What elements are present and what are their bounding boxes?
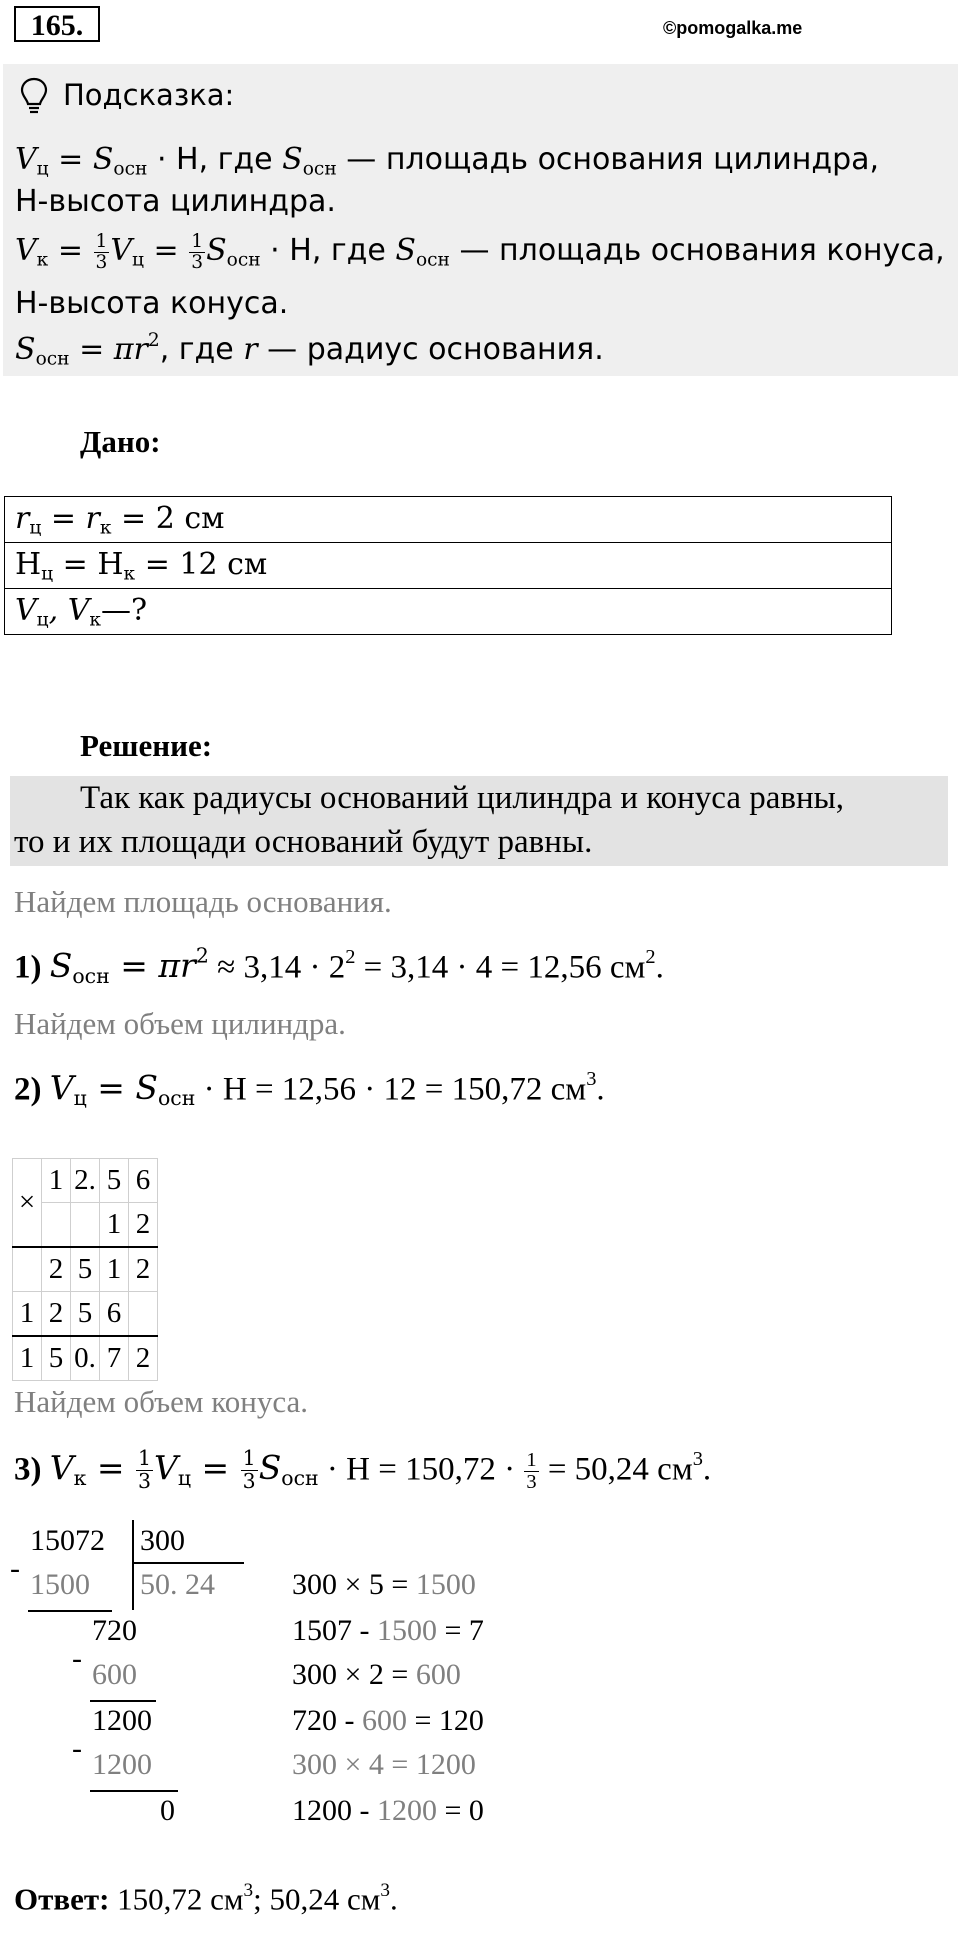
- division-rule-2: [90, 1700, 156, 1702]
- remainder-1: 720: [92, 1614, 137, 1647]
- given-row-height: $Н_ц = Н_к = 12$ см: [5, 543, 892, 589]
- given-row-radius: $r_ц = r_к = 2$ см: [5, 497, 892, 543]
- subtrahend-2: 600: [92, 1658, 137, 1691]
- hint-line-height-cylinder: Н-высота цилиндра.: [15, 184, 336, 219]
- answer-line: Ответ: 150,72 $см^3$; 50,24 $см^3$.: [14, 1880, 398, 1917]
- answer-label: Ответ:: [14, 1881, 110, 1917]
- step-2-cylinder: 2) $V_ц = S_{осн} \cdot Н = 12,56 \cdot 12 = 150,72$ $см^3$.: [14, 1068, 605, 1111]
- solution-intro-line2: то и их площади оснований будут равны.: [14, 824, 593, 860]
- remainder-3: 0: [160, 1794, 175, 1827]
- lightbulb-icon: [19, 76, 49, 116]
- note-find-cone: Найдем объем конуса.: [14, 1384, 309, 1419]
- minus-sign-3: -: [72, 1732, 82, 1765]
- division-note-6: 1200 - 1200 = 0: [292, 1794, 484, 1827]
- division-divisor-line: [134, 1562, 244, 1564]
- solution-intro-line1: Так как радиусы оснований цилиндра и конуса равны,: [80, 780, 845, 816]
- remainder-2: 1200: [92, 1704, 152, 1737]
- division-rule-3: [90, 1790, 178, 1792]
- problem-number: 165.: [14, 6, 100, 42]
- division-note-3: 300 × 2 = 600: [292, 1658, 461, 1691]
- division-note-2: 1507 - 1500 = 7: [292, 1614, 484, 1647]
- divisor: 300: [140, 1524, 185, 1557]
- solution-title: Решение:: [80, 728, 213, 763]
- hint-formula-cone: $V_к$ = $\frac{1}{3}$ $V_ц$ = $\frac{1}{3}$ $S_{осн} \cdot Н$, где $S_{осн}$ — площадь основания конуса,: [15, 231, 945, 273]
- subtrahend-1: 1500: [30, 1568, 90, 1601]
- division-vertical-line: [132, 1520, 134, 1610]
- minus-sign-1: -: [10, 1552, 20, 1585]
- given-row-unknown: $V_ц$, $V_к—$?: [5, 589, 892, 635]
- long-division: [0, 1520, 960, 1840]
- site-watermark: ©pomogalka.me: [663, 18, 803, 38]
- hint-formula-area: $S_{осн} = \pi r^2$, где r — радиус основания.: [15, 330, 604, 370]
- step-1-area: 1) $S_{осн} = \pi r^2 \approx 3,14 \cdot 2^2 = 3,14 \cdot 4 = 12,56$ $см^2$.: [14, 944, 664, 989]
- division-rule-1: [28, 1610, 112, 1612]
- step-3-cone: 3) $V_к$ = $\frac{1}{3}$ $V_ц$ = $\frac{1}{3}$ $S_{осн} \cdot Н = 150,72$ · $\frac{1}{3}$ = 50,24 $см^3$.: [14, 1446, 712, 1494]
- given-title: Дано:: [80, 424, 161, 459]
- division-note-1: 300 × 5 = 1500: [292, 1568, 476, 1601]
- division-note-4: 720 - 600 = 120: [292, 1704, 484, 1737]
- quotient: 50. 24: [140, 1568, 215, 1601]
- division-note-5: 300 × 4 = 1200: [292, 1748, 476, 1781]
- hint-box: [3, 64, 958, 376]
- hint-title: Подсказка:: [63, 78, 235, 112]
- multiplication-column: × 1 2. 5 6 1 2 2 5 1 2 1 2 5 6 1 5 0. 7 2: [12, 1158, 158, 1381]
- dividend: 15072: [30, 1524, 105, 1557]
- subtrahend-3: 1200: [92, 1748, 152, 1781]
- hint-line-height-cone: Н-высота конуса.: [15, 286, 289, 321]
- minus-sign-2: -: [72, 1642, 82, 1675]
- hint-formula-cylinder: $V_ц = S_{осн} \cdot Н$, где $S_{осн}$ — площадь основания цилиндра,: [15, 142, 880, 180]
- solution-intro-box: [10, 776, 948, 866]
- given-table: [4, 496, 892, 635]
- multiply-sign: ×: [13, 1159, 42, 1248]
- note-find-area: Найдем площадь основания.: [14, 884, 392, 919]
- note-find-cylinder: Найдем объем цилиндра.: [14, 1006, 346, 1041]
